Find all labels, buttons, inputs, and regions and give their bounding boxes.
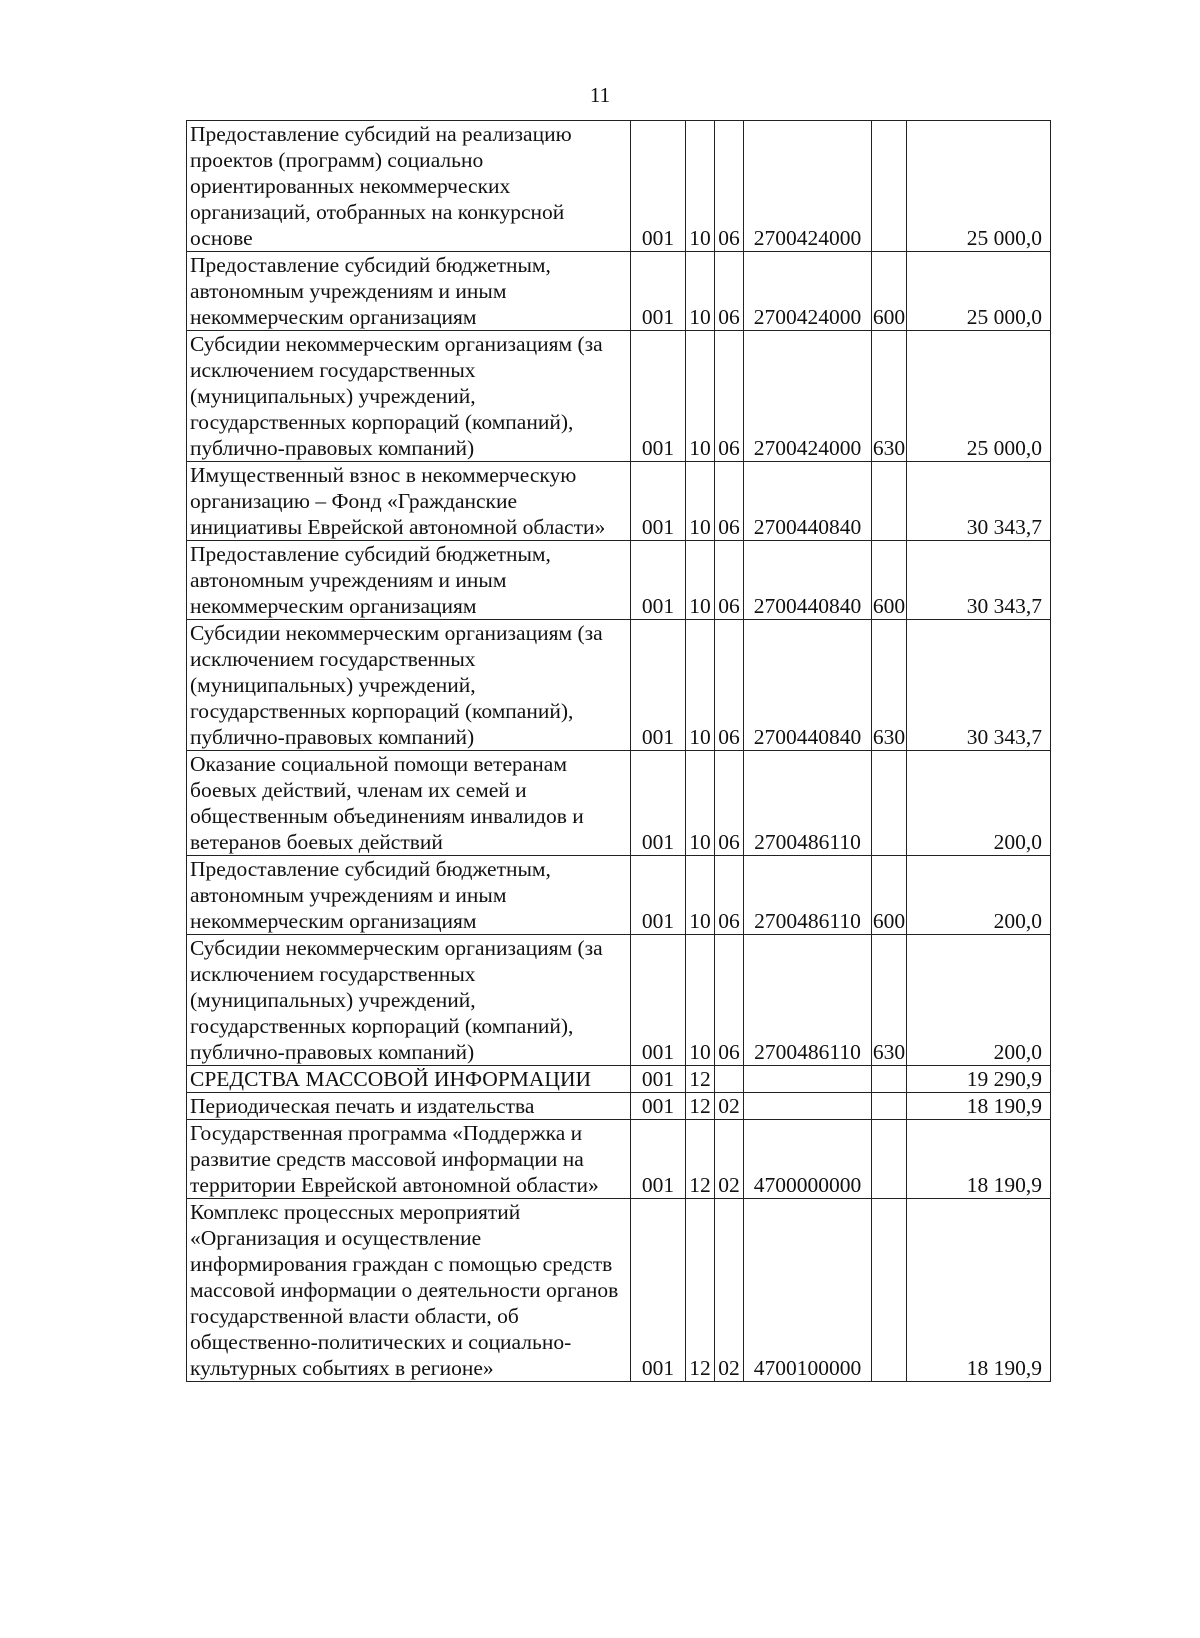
target-article-code: 2700424000 [744, 331, 872, 462]
section-code: 10 [686, 121, 715, 252]
amount: 30 343,7 [907, 462, 1051, 541]
section-code: 12 [686, 1093, 715, 1120]
amount: 18 190,9 [907, 1093, 1051, 1120]
target-article-code: 2700424000 [744, 252, 872, 331]
item-name: Субсидии некоммерческим организациям (за исключением государственных (муниципальных) учреждений, государственных корпораций (компаний), публично-правовых компаний) [187, 331, 631, 462]
target-article-code: 4700100000 [744, 1199, 872, 1382]
subsection-code: 02 [715, 1199, 744, 1382]
subsection-code: 06 [715, 121, 744, 252]
expense-type-code: 600 [872, 541, 907, 620]
subsection-code: 06 [715, 331, 744, 462]
subsection-code: 06 [715, 620, 744, 751]
expense-type-code [872, 1199, 907, 1382]
ministry-code: 001 [631, 462, 686, 541]
section-code: 10 [686, 252, 715, 331]
expense-type-code [872, 1093, 907, 1120]
item-name: Оказание социальной помощи ветеранам боевых действий, членам их семей и общественным объединениям инвалидов и ветеранов боевых действий [187, 751, 631, 856]
item-name: Государственная программа «Поддержка и развитие средств массовой информации на территории Еврейской автономной области» [187, 1120, 631, 1199]
expense-type-code [872, 751, 907, 856]
item-name: Комплекс процессных мероприятий «Организация и осуществление информирования граждан с помощью средств массовой информации о деятельности органов государственной власти области, об общественно-политических и социально-культурных событиях в регионе» [187, 1199, 631, 1382]
item-name: Предоставление субсидий бюджетным, автономным учреждениям и иным некоммерческим организациям [187, 252, 631, 331]
section-code: 10 [686, 856, 715, 935]
table-row [187, 751, 1051, 856]
amount: 25 000,0 [907, 331, 1051, 462]
section-code: 10 [686, 620, 715, 751]
subsection-code: 06 [715, 462, 744, 541]
amount: 200,0 [907, 751, 1051, 856]
amount: 19 290,9 [907, 1066, 1051, 1093]
item-name: Имущественный взнос в некоммерческую организацию – Фонд «Гражданские инициативы Еврейской автономной области» [187, 462, 631, 541]
target-article-code: 2700440840 [744, 541, 872, 620]
target-article-code: 2700440840 [744, 462, 872, 541]
subsection-code: 02 [715, 1093, 744, 1120]
section-code: 12 [686, 1120, 715, 1199]
subsection-code: 06 [715, 252, 744, 331]
target-article-code [744, 1066, 872, 1093]
table-row [187, 541, 1051, 620]
expense-type-code: 630 [872, 331, 907, 462]
item-name: Периодическая печать и издательства [187, 1093, 631, 1120]
section-code: 10 [686, 541, 715, 620]
item-name: СРЕДСТВА МАССОВОЙ ИНФОРМАЦИИ [187, 1066, 631, 1093]
target-article-code: 2700424000 [744, 121, 872, 252]
item-name: Предоставление субсидий бюджетным, автономным учреждениям и иным некоммерческим организациям [187, 541, 631, 620]
expense-type-code: 630 [872, 620, 907, 751]
budget-table-body [187, 121, 1051, 1382]
ministry-code: 001 [631, 331, 686, 462]
amount: 18 190,9 [907, 1199, 1051, 1382]
expense-type-code [872, 1120, 907, 1199]
table-row [187, 462, 1051, 541]
section-code: 10 [686, 935, 715, 1066]
item-name: Предоставление субсидий бюджетным, автономным учреждениям и иным некоммерческим организациям [187, 856, 631, 935]
subsection-code: 02 [715, 1120, 744, 1199]
subsection-code: 06 [715, 751, 744, 856]
target-article-code: 4700000000 [744, 1120, 872, 1199]
table-row [187, 935, 1051, 1066]
ministry-code: 001 [631, 935, 686, 1066]
expense-type-code: 600 [872, 252, 907, 331]
table-row [187, 1066, 1051, 1093]
expense-type-code [872, 121, 907, 252]
table-row [187, 1093, 1051, 1120]
subsection-code: 06 [715, 856, 744, 935]
ministry-code: 001 [631, 1199, 686, 1382]
amount: 30 343,7 [907, 541, 1051, 620]
table-row [187, 620, 1051, 751]
table-row [187, 856, 1051, 935]
table-row [187, 1120, 1051, 1199]
ministry-code: 001 [631, 1120, 686, 1199]
ministry-code: 001 [631, 751, 686, 856]
table-row [187, 331, 1051, 462]
amount: 200,0 [907, 856, 1051, 935]
subsection-code: 06 [715, 541, 744, 620]
ministry-code: 001 [631, 1066, 686, 1093]
expense-type-code [872, 1066, 907, 1093]
expense-type-code [872, 462, 907, 541]
amount: 30 343,7 [907, 620, 1051, 751]
subsection-code [715, 1066, 744, 1093]
table-row [187, 1199, 1051, 1382]
target-article-code [744, 1093, 872, 1120]
ministry-code: 001 [631, 541, 686, 620]
section-code: 10 [686, 751, 715, 856]
section-code: 12 [686, 1199, 715, 1382]
table-row [187, 121, 1051, 252]
amount: 200,0 [907, 935, 1051, 1066]
page-number: 11 [589, 83, 611, 107]
subsection-code: 06 [715, 935, 744, 1066]
ministry-code: 001 [631, 121, 686, 252]
item-name: Предоставление субсидий на реализацию проектов (программ) социально ориентированных некоммерческих организаций, отобранных на конкурсной основе [187, 121, 631, 252]
target-article-code: 2700486110 [744, 856, 872, 935]
budget-table [186, 120, 1051, 1382]
section-code: 10 [686, 462, 715, 541]
amount: 25 000,0 [907, 121, 1051, 252]
amount: 25 000,0 [907, 252, 1051, 331]
target-article-code: 2700486110 [744, 935, 872, 1066]
target-article-code: 2700440840 [744, 620, 872, 751]
ministry-code: 001 [631, 856, 686, 935]
amount: 18 190,9 [907, 1120, 1051, 1199]
ministry-code: 001 [631, 252, 686, 331]
item-name: Субсидии некоммерческим организациям (за исключением государственных (муниципальных) учреждений, государственных корпораций (компаний), публично-правовых компаний) [187, 935, 631, 1066]
ministry-code: 001 [631, 620, 686, 751]
section-code: 12 [686, 1066, 715, 1093]
ministry-code: 001 [631, 1093, 686, 1120]
expense-type-code: 630 [872, 935, 907, 1066]
expense-type-code: 600 [872, 856, 907, 935]
target-article-code: 2700486110 [744, 751, 872, 856]
table-row [187, 252, 1051, 331]
section-code: 10 [686, 331, 715, 462]
item-name: Субсидии некоммерческим организациям (за исключением государственных (муниципальных) учреждений, государственных корпораций (компаний), публично-правовых компаний) [187, 620, 631, 751]
